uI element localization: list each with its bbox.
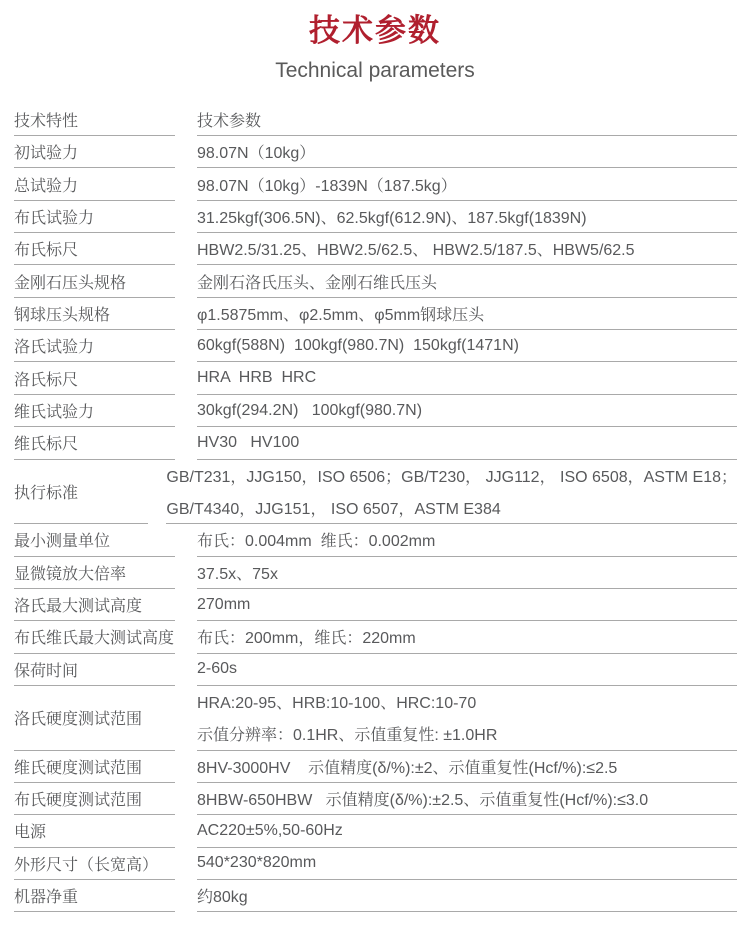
row-label: 显微镜放大倍率 (14, 557, 175, 589)
row-value-line: HRA HRB HRC (197, 369, 317, 387)
row-value-line: 37.5x、75x (197, 565, 278, 583)
column-gap (175, 201, 197, 233)
row-label: 维氏试验力 (14, 395, 175, 427)
column-gap (175, 589, 197, 621)
row-value-line: 60kgf(588N) 100kgf(980.7N) 150kgf(1471N) (197, 336, 519, 354)
table-row (14, 233, 737, 265)
row-value (197, 395, 737, 427)
column-gap (175, 654, 197, 686)
row-value-line: 8HBW-650HBW 示值精度(δ/%):±2.5、示值重复性(Hcf/%):≤3.0 (197, 792, 649, 810)
row-label: 金刚石压头规格 (14, 265, 175, 297)
table-row (14, 168, 737, 200)
parameters-table (14, 104, 737, 913)
row-value (197, 298, 737, 330)
column-gap (148, 460, 166, 525)
column-gap (175, 751, 197, 783)
column-gap (175, 880, 197, 912)
table-row (14, 848, 737, 880)
table-row (14, 265, 737, 297)
row-label: 最小测量单位 (14, 524, 175, 556)
row-label: 布氏维氏最大测试高度 (14, 621, 175, 653)
row-label: 总试验力 (14, 168, 175, 200)
column-gap (175, 104, 197, 136)
column-gap (175, 621, 197, 653)
column-gap (175, 815, 197, 847)
row-value-line: 示值分辨率：0.1HR、示值重复性: ±1.0HR (197, 727, 498, 745)
row-value-line: AC220±5%,50-60Hz (197, 821, 343, 839)
row-value-line: 约80kg (197, 889, 248, 907)
row-value-line: HRA:20-95、HRB:10-100、HRC:10-70 (197, 695, 477, 713)
row-value-line: φ1.5875mm、φ2.5mm、φ5mm钢球压头 (197, 306, 485, 324)
row-label: 保荷时间 (14, 654, 175, 686)
row-value (197, 168, 737, 200)
row-value-line: 2-60s (197, 660, 238, 678)
row-value (197, 686, 737, 751)
column-gap (175, 427, 197, 459)
table-row (14, 783, 737, 815)
row-label: 布氏标尺 (14, 233, 175, 265)
row-value-line: 270mm (197, 595, 251, 613)
table-row (14, 654, 737, 686)
row-value-line: 98.07N（10kg）-1839N（187.5kg） (197, 177, 457, 195)
table-row (14, 362, 737, 394)
column-gap (175, 686, 197, 751)
row-value (197, 330, 737, 362)
row-label: 洛氏硬度测试范围 (14, 686, 175, 751)
column-gap (175, 330, 197, 362)
row-label: 洛氏最大测试高度 (14, 589, 175, 621)
table-row (14, 104, 737, 136)
row-value-line: 31.25kgf(306.5N)、62.5kgf(612.9N)、187.5kgf(1839N) (197, 209, 587, 227)
column-gap (175, 136, 197, 168)
row-value-line: 8HV-3000HV 示值精度(δ/%):±2、示值重复性(Hcf/%):≤2.5 (197, 759, 618, 777)
row-value (166, 460, 737, 525)
page-title: 技术参数 (309, 13, 441, 48)
row-value-line: 布氏：200mm，维氏：220mm (197, 630, 416, 648)
row-value-line: 金刚石洛氏压头、金刚石维氏压头 (197, 274, 438, 292)
row-label: 初试验力 (14, 136, 175, 168)
table-row (14, 815, 737, 847)
table-row (14, 427, 737, 459)
row-label: 钢球压头规格 (14, 298, 175, 330)
row-label: 洛氏标尺 (14, 362, 175, 394)
page-subtitle: Technical parameters (275, 58, 475, 82)
column-gap (175, 362, 197, 394)
row-value (197, 427, 737, 459)
column-gap (175, 233, 197, 265)
row-value (197, 589, 737, 621)
column-gap (175, 557, 197, 589)
row-label: 机器净重 (14, 880, 175, 912)
row-value (197, 621, 737, 653)
row-value-line: HBW2.5/31.25、HBW2.5/62.5、 HBW2.5/187.5、HBW5/62.5 (197, 242, 635, 260)
row-value (197, 783, 737, 815)
row-value-line: 98.07N（10kg） (197, 145, 316, 163)
column-gap (175, 265, 197, 297)
column-gap (175, 524, 197, 556)
row-value (197, 362, 737, 394)
table-row (14, 298, 737, 330)
row-value (197, 751, 737, 783)
column-gap (175, 298, 197, 330)
row-value-line: 技术参数 (197, 112, 262, 130)
table-row (14, 524, 737, 556)
table-row (14, 460, 737, 525)
row-label: 维氏硬度测试范围 (14, 751, 175, 783)
row-value (197, 880, 737, 912)
table-row (14, 136, 737, 168)
row-value (197, 654, 737, 686)
row-label: 电源 (14, 815, 175, 847)
row-value (197, 104, 737, 136)
table-row (14, 589, 737, 621)
row-value (197, 557, 737, 589)
row-value (197, 815, 737, 847)
row-label: 技术特性 (14, 104, 175, 136)
row-value (197, 201, 737, 233)
row-label: 洛氏试验力 (14, 330, 175, 362)
row-value-line: GB/T4340，JJG151， ISO 6507，ASTM E384 (166, 500, 501, 518)
table-row (14, 201, 737, 233)
row-value-line: 30kgf(294.2N) 100kgf(980.7N) (197, 401, 423, 419)
row-value-line: 布氏：0.004mm 维氏：0.002mm (197, 533, 436, 551)
row-value (197, 848, 737, 880)
row-value (197, 265, 737, 297)
column-gap (175, 783, 197, 815)
table-row (14, 880, 737, 912)
page-header (0, 0, 750, 83)
row-label: 外形尺寸（长宽高） (14, 848, 175, 880)
table-row (14, 686, 737, 751)
column-gap (175, 395, 197, 427)
row-value-line: HV30 HV100 (197, 433, 300, 451)
row-value (197, 524, 737, 556)
row-label: 执行标准 (14, 460, 148, 525)
row-value-line: 540*230*820mm (197, 854, 317, 872)
table-row (14, 330, 737, 362)
row-label: 布氏硬度测试范围 (14, 783, 175, 815)
table-row (14, 395, 737, 427)
column-gap (175, 848, 197, 880)
row-label: 维氏标尺 (14, 427, 175, 459)
row-value (197, 136, 737, 168)
table-row (14, 621, 737, 653)
row-value (197, 233, 737, 265)
row-value-line: GB/T231，JJG150，ISO 6506；GB/T230， JJG112， ISO 6508，ASTM E18； (166, 468, 737, 486)
row-label: 布氏试验力 (14, 201, 175, 233)
table-row (14, 751, 737, 783)
table-row (14, 557, 737, 589)
column-gap (175, 168, 197, 200)
